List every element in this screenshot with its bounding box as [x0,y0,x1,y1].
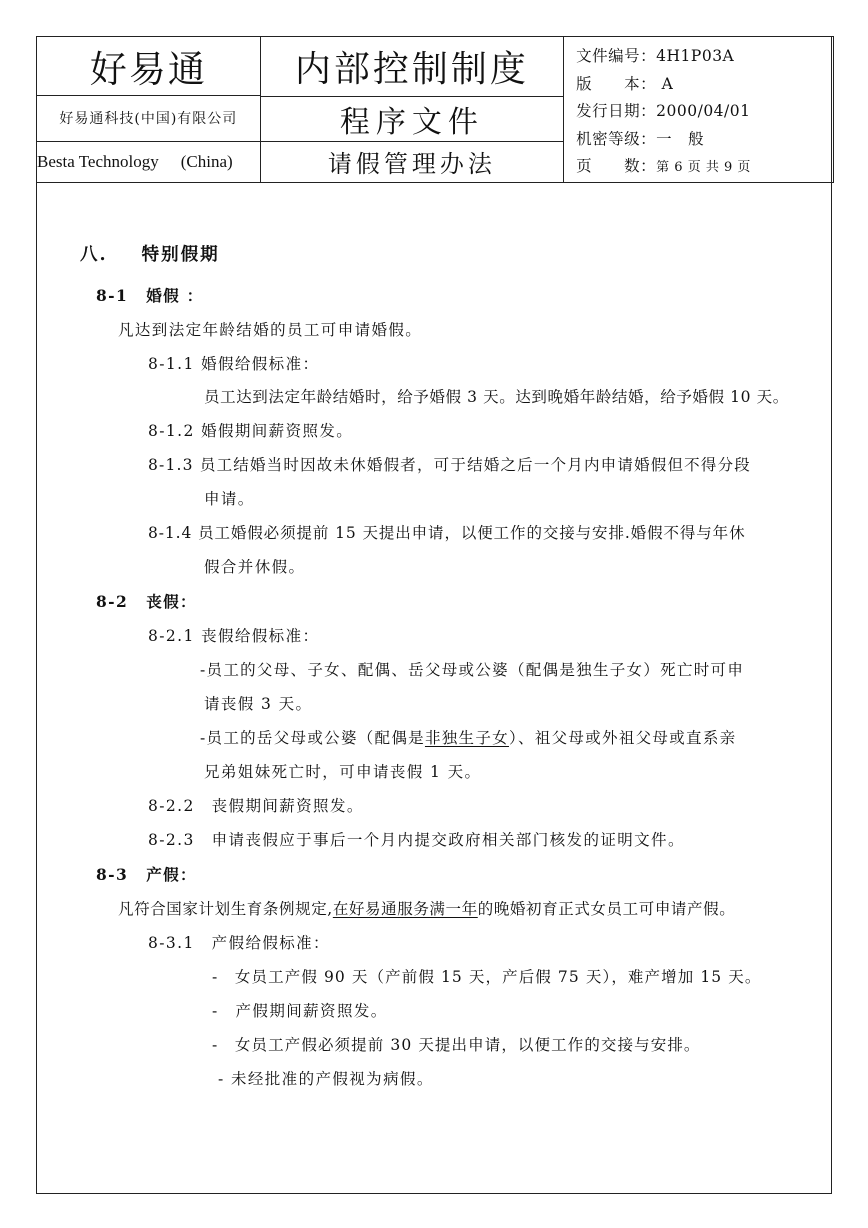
meta-secrecy: 机密等级：一 般 [576,129,705,148]
meta-version: 版 本： A [576,74,674,93]
page-border [36,36,832,1194]
subsection-8-3 [96,863,197,885]
text-span: 的晚婚初育正式女员工可申请产假。 [477,900,736,918]
subsection-title: 丧假： [146,592,197,611]
list-item: - 未经批准的产假视为病假。 [218,1070,434,1088]
list-item: - 女员工产假 90 天（产前假 15 天，产后假 75 天），难产增加 15 天。 [212,968,762,986]
company-en-name: Besta Technology [37,151,159,171]
paragraph [118,897,735,919]
paragraph: 凡达到法定年龄结婚的员工可申请婚假。 [118,321,423,339]
underlined-text: 非独生子女 [424,729,509,747]
clause-8-2-3: 8-2.3 申请丧假应于事后一个月内提交政府相关部门核发的证明文件。 [148,831,685,849]
section-heading [80,241,220,266]
title-main: 内部控制制度 [260,37,563,97]
clause-8-1-3: 8-1.3 员工结婚当时因故未休婚假者，可于结婚之后一个月内申请婚假但不得分段 [148,456,751,474]
clause-8-1-4: 8-1.4 员工婚假必须提前 15 天提出申请，以便工作的交接与安排.婚假不得与年休 [148,524,746,542]
subsection-number: 8-1 [96,286,129,305]
company-name-cn: 好易通科技(中国)有限公司 [37,96,261,142]
subsection-title: 婚假 ： [146,286,204,305]
clause-8-2-2: 8-2.2 丧假期间薪资照发。 [148,797,364,815]
clause-8-1-1: 8-1.1 婚假给假标准： [148,355,320,373]
list-item: - 女员工产假必须提前 30 天提出申请，以便工作的交接与安排。 [212,1036,701,1054]
company-name-en [37,141,261,182]
meta-pages-label: 页 数： [576,157,657,175]
subsection-8-2 [96,590,197,612]
document-header [36,36,834,183]
title-doc: 请假管理办法 [260,141,563,182]
paragraph: 员工达到法定年龄结婚时，给予婚假 3 天。达到晚婚年龄结婚，给予婚假 10 天。 [204,388,789,406]
paragraph: 兄弟姐妹死亡时，可申请丧假 1 天。 [204,763,482,781]
text-span: 凡符合国家计划生育条例规定, [118,900,333,918]
paragraph [200,726,736,748]
text-span: -员工的岳父母或公婆（配偶是 [200,729,425,747]
section-title: 特别假期 [141,245,220,265]
list-item: - 产假期间薪资照发。 [212,1002,388,1020]
brand-logo-text: 好易通 [37,37,261,96]
clause-8-2-1: 8-2.1 丧假给假标准： [148,627,320,645]
underlined-text: 在好易通服务满一年 [332,900,478,918]
subsection-title: 产假： [146,865,197,884]
subsection-8-1 [96,284,204,306]
clause-8-3-1: 8-3.1 产假给假标准： [148,934,330,952]
meta-pages-value: 第 6 页 共 9 页 [656,160,751,175]
meta-issue-date: 发行日期：2000/04/01 [576,102,751,120]
subsection-number: 8-2 [96,592,129,611]
paragraph: 假合并休假。 [204,558,306,576]
meta-pages [576,153,833,182]
company-en-region: (China) [180,151,233,171]
section-number: 八. [80,245,108,265]
paragraph: 申请。 [204,490,255,508]
paragraph: -员工的父母、子女、配偶、岳父母或公婆（配偶是独生子女）死亡时可申 [200,661,745,679]
text-span: ）、祖父母或外祖父母或直系亲 [508,729,737,747]
subsection-number: 8-3 [96,865,129,884]
meta-doc-no: 文件编号：4H1P03A [576,47,735,65]
title-sub: 程序文件 [260,96,563,141]
document-meta [564,37,834,183]
paragraph: 请丧假 3 天。 [204,695,313,713]
clause-8-1-2: 8-1.2 婚假期间薪资照发。 [148,422,354,440]
